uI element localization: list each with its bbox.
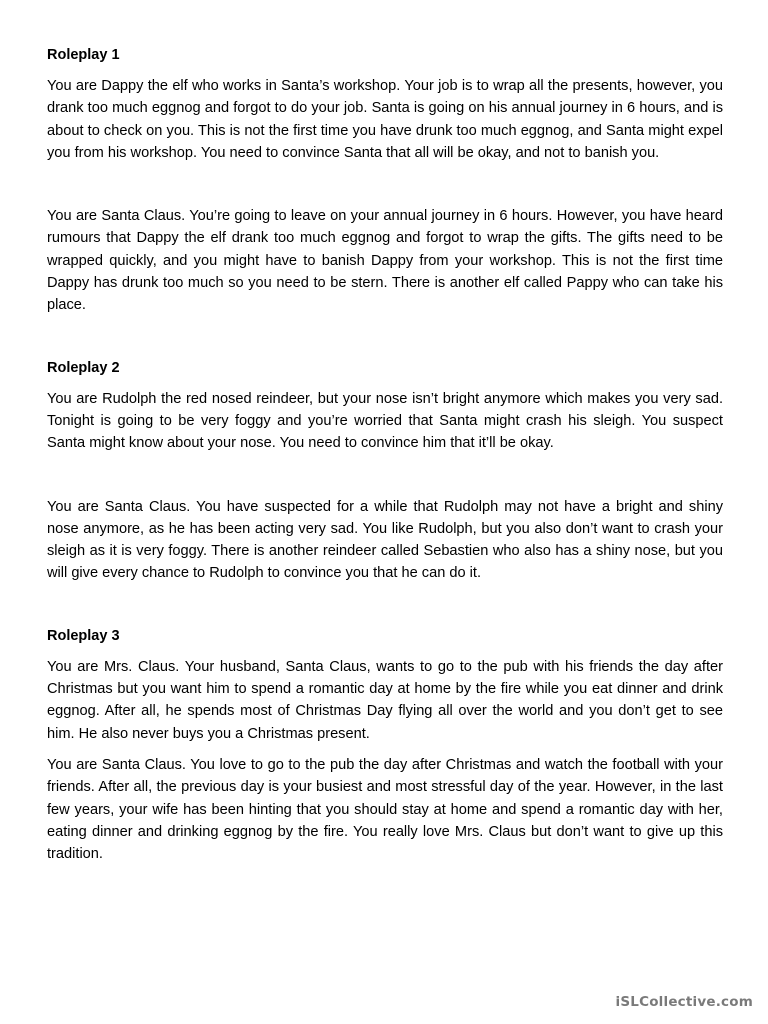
roleplay-2-title: Roleplay 2: [47, 359, 120, 376]
roleplay-1-santa-card: You are Santa Claus. You’re going to leave on your annual journey in 6 hours. However, you have heard rumours that Dappy the elf drank too much eggnog and forgot to wrap the gifts. The gifts need to be wrapped quickly, and you might have to banish Dappy from your workshop. This is not the first time Dappy has drunk too much so you need to be stern. There is another elf called Pappy who can take his place.: [47, 208, 723, 314]
roleplay-3-santa-card: You are Santa Claus. You love to go to the pub the day after Christmas and watch the football with your friends. After all, the previous day is your busiest and most stressful day of the year. However, in the last few years, your wife has been hinting that you should stay at home and spend a romantic day with her, eating dinner and drinking eggnog by the fire. You really love Mrs. Claus but don’t want to give up this tradition.: [47, 756, 723, 863]
roleplay-1-elf-card: You are Dappy the elf who works in Santa’s workshop. Your job is to wrap all the presents, however, you drank too much eggnog and forgot to do your job. Santa is going on his annual journey in 6 hours, and is about to check on you. This is not the first time you have drunk too much eggnog, and Santa might expel you from his workshop. You need to convince Santa that all will be okay, and not to banish you.: [47, 78, 723, 161]
roleplay-2-santa-card: You are Santa Claus. You have suspected for a while that Rudolph may not have a bright and shiny nose anymore, as he has been acting very sad. You like Rudolph, but you also don’t want to crash your sleigh as it is very foggy. There is another reindeer called Sebastien who also has a shiny nose, but you will give every chance to Rudolph to convince you that he can do it.: [47, 498, 723, 582]
roleplay-2-rudolph-card: You are Rudolph the red nosed reindeer, but your nose isn’t bright anymore which makes you very sad. Tonight is going to be very foggy and you’re worried that Santa might crash his sleigh. You suspect Santa might know about your nose. You need to convince him that it’ll be okay.: [47, 390, 723, 452]
roleplay-1-title: Roleplay 1: [47, 47, 120, 63]
document-page: [47, 38, 723, 865]
roleplay-3-mrs-claus-card: You are Mrs. Claus. Your husband, Santa Claus, wants to go to the pub with his friends the day after Christmas but you want him to spend a romantic day at home by the fire while you eat dinner and drink eggnog. After all, he spends most of Christmas Day flying all over the world and you don’t get to see him. He also never buys you a Christmas present.: [47, 658, 723, 742]
roleplay-3-title: Roleplay 3: [47, 627, 120, 644]
islcollective-watermark: iSLCollective.com: [615, 994, 753, 1010]
